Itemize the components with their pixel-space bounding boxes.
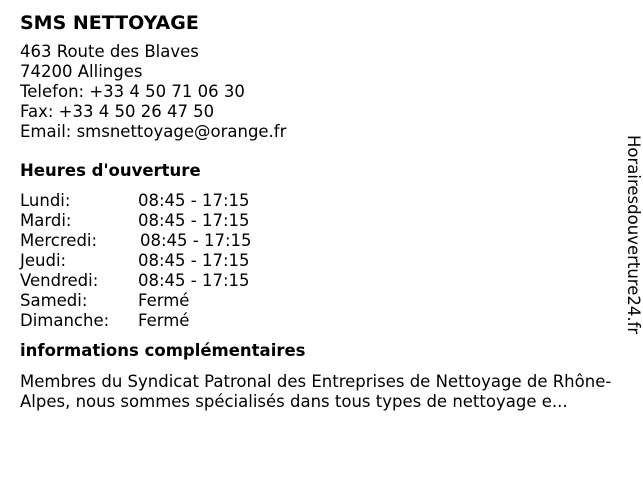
- hours-time: 08:45 - 17:15: [138, 191, 250, 210]
- hours-row-vendredi: [20, 271, 620, 291]
- fax-number: Fax: +33 4 50 26 47 50: [20, 102, 215, 121]
- hours-time: 08:45 - 17:15: [140, 231, 252, 250]
- hours-row-mardi: [20, 211, 620, 231]
- hours-time: 08:45 - 17:15: [138, 251, 250, 270]
- hours-row-mercredi: [20, 231, 620, 251]
- hours-time: 08:45 - 17:15: [138, 211, 250, 230]
- address-street: 463 Route des Blaves: [20, 42, 199, 61]
- site-watermark: Horairesdouverture24.fr: [624, 135, 643, 335]
- hours-time: Fermé: [138, 291, 190, 310]
- hours-day: Lundi:: [20, 191, 71, 210]
- additional-info-heading: informations complémentaires: [20, 341, 306, 360]
- hours-row-jeudi: [20, 251, 620, 271]
- hours-day: Mardi:: [20, 211, 72, 230]
- hours-row-lundi: [20, 191, 620, 211]
- hours-time: 08:45 - 17:15: [138, 271, 250, 290]
- opening-hours-heading: Heures d'ouverture: [20, 161, 201, 180]
- hours-time: Fermé: [138, 311, 190, 330]
- hours-day: Dimanche:: [20, 311, 110, 330]
- hours-day: Samedi:: [20, 291, 88, 310]
- address-city: 74200 Allinges: [20, 62, 143, 81]
- hours-row-samedi: [20, 291, 620, 311]
- hours-day: Vendredi:: [20, 271, 99, 290]
- email-address: Email: smsnettoyage@orange.fr: [20, 122, 287, 141]
- phone-number: Telefon: +33 4 50 71 06 30: [20, 82, 245, 101]
- hours-row-dimanche: [20, 311, 620, 331]
- hours-day: Mercredi:: [20, 231, 98, 250]
- hours-day: Jeudi:: [20, 251, 67, 270]
- additional-info-text: Membres du Syndicat Patronal des Entreprises de Nettoyage de Rhône-Alpes, nous sommes spécialisés dans tous types de nettoyage e...: [20, 372, 612, 411]
- business-name: SMS NETTOYAGE: [20, 12, 199, 34]
- opening-hours-table: [20, 191, 620, 331]
- business-card: [20, 11, 620, 412]
